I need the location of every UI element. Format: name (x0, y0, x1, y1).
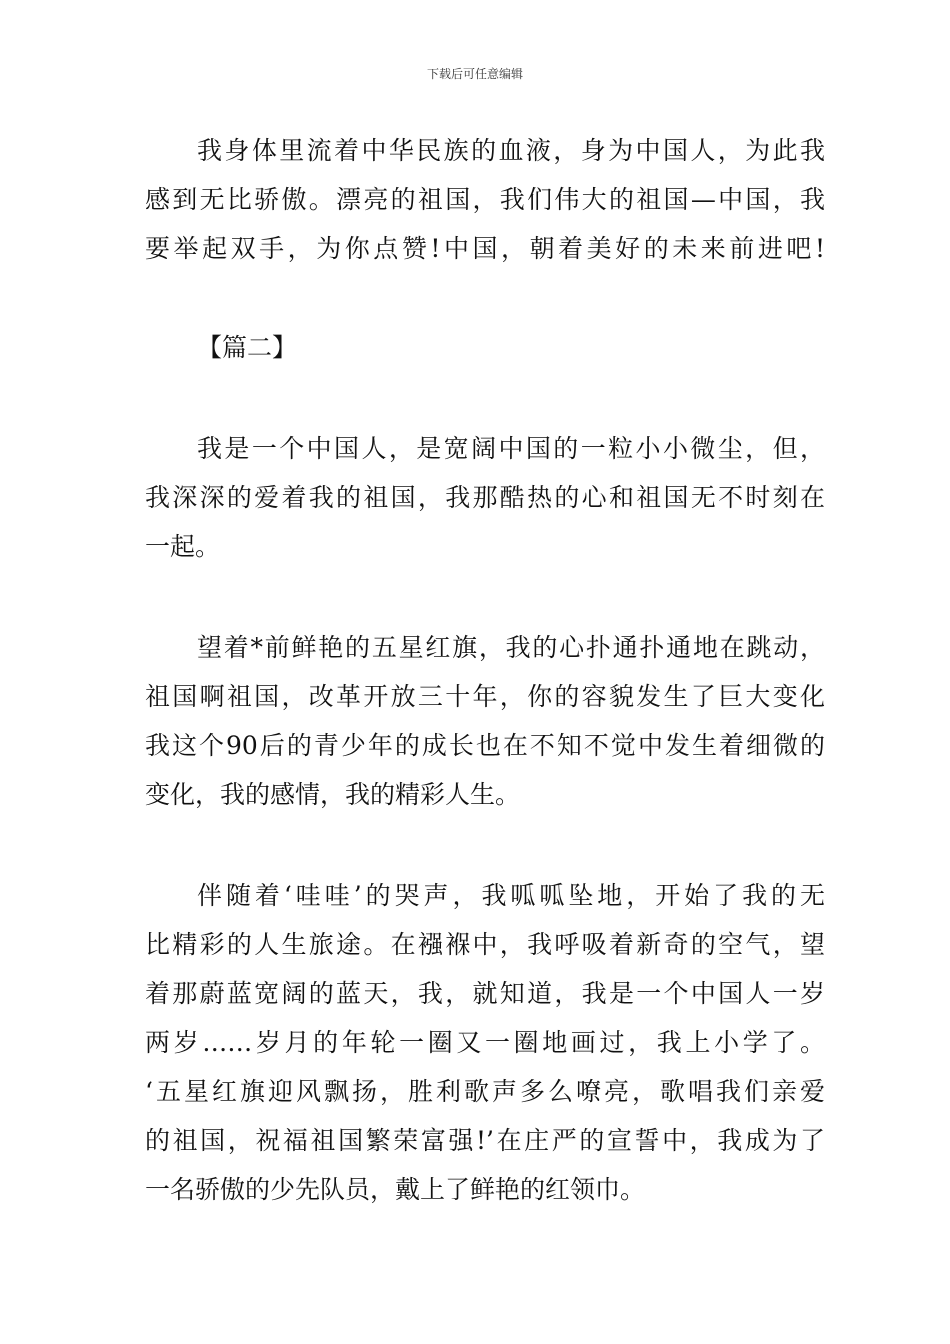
section-paragraph-3-line-7: 一名骄傲的少先队员，戴上了鲜艳的红领巾。 (145, 1175, 646, 1204)
section-paragraph-2-line-4: 变化，我的感情，我的精彩人生。 (145, 780, 521, 809)
paragraph-1-line-2: 感到无比骄傲。漂亮的祖国，我们伟大的祖国—中国，我 (145, 185, 825, 214)
section-paragraph-3-line-4: 两岁……岁月的年轮一圈又一圈地画过，我上小学了。 (145, 1028, 825, 1057)
section-heading: 【篇二】 (197, 333, 298, 362)
section-paragraph-2-line-2: 祖国啊祖国，改革开放三十年，你的容貌发生了巨大变化 (145, 682, 825, 711)
section-paragraph-3-line-2: 比精彩的人生旅途。在襁褓中，我呼吸着新奇的空气，望 (145, 930, 825, 959)
section-paragraph-3-line-5: ‘五星红旗迎风飘扬，胜利歌声多么嘹亮，歌唱我们亲爱 (145, 1077, 825, 1106)
page-header: 下载后可任意编辑 (426, 67, 523, 81)
paragraph-1-line-3: 要举起双手，为你点赞!中国，朝着美好的未来前进吧! (145, 234, 825, 263)
section-paragraph-1-line-2: 我深深的爱着我的祖国，我那酷热的心和祖国无不时刻在 (145, 483, 825, 512)
section-paragraph-2-line-1: 望着*前鲜艳的五星红旗，我的心扑通扑通地在跳动， (197, 633, 825, 662)
section-paragraph-1-line-3: 一起。 (145, 532, 221, 561)
paragraph-1-line-1: 我身体里流着中华民族的血液，身为中国人，为此我 (197, 136, 825, 165)
section-paragraph-1-line-1: 我是一个中国人，是宽阔中国的一粒小小微尘，但， (197, 434, 825, 463)
section-paragraph-2-line-3: 我这个90后的青少年的成长也在不知不觉中发生着细微的 (145, 731, 825, 760)
section-paragraph-3-line-1: 伴随着‘哇哇’的哭声，我呱呱坠地，开始了我的无 (197, 881, 825, 910)
section-paragraph-3-line-3: 着那蔚蓝宽阔的蓝天，我，就知道，我是一个中国人一岁 (145, 979, 825, 1008)
section-paragraph-3-line-6: 的祖国，祝福祖国繁荣富强!’在庄严的宣誓中，我成为了 (145, 1126, 825, 1155)
